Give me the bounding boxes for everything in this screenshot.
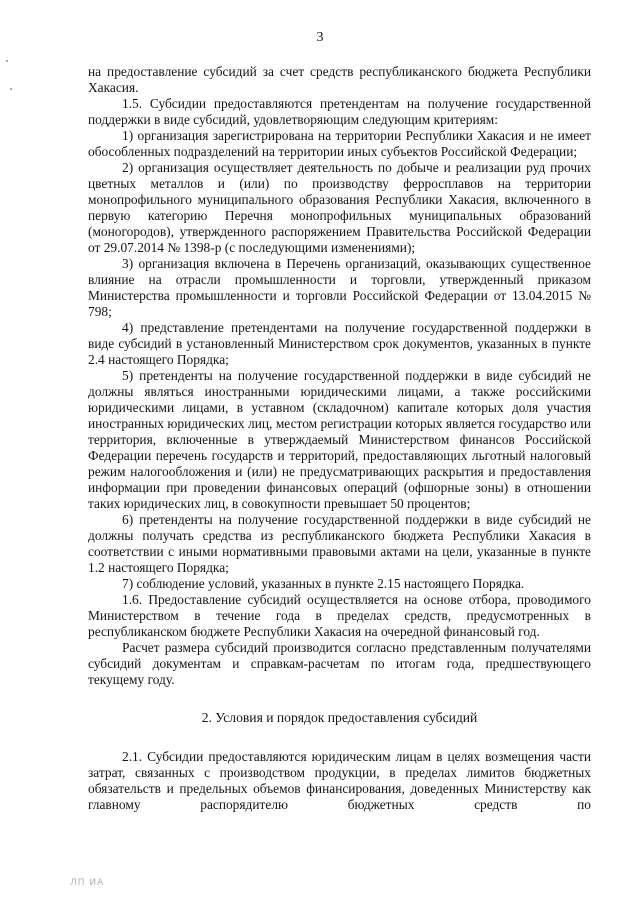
criterion-1: 1) организация зарегистрирована на территории Республики Хакасия и не имеет обособленных подразделений на территории иных субъектов Российской Федерации; [88,128,591,159]
scan-speck [10,88,12,90]
scan-speck [6,60,8,62]
criterion-4: 4) представление претендентами на получение государственной поддержки в виде субсидий в установленный Министерством срок документов, указанных в пункте 2.4 настоящего Порядка; [88,320,591,367]
criterion-3: 3) организация включена в Перечень организаций, оказывающих существенное влияние на отрасли промышленности и торговли, утвержденный приказом Министерства промышленности и торговли Российской Федерации от 13.04.2015 № 798; [88,256,591,319]
paragraph-continuation: на предоставление субсидий за счет средств республиканского бюджета Республики Хакасия. [88,64,591,95]
criterion-2: 2) организация осуществляет деятельность по добыче и реализации руд прочих цветных металлов и (или) по производству ферросплавов на территории монопрофильного муниципального образования Республики Хакасия, включенного в первую категорию Перечня монопрофильных муниципальных образований (моногородов), утвержденного распоряжением Правительства Российской Федерации от 29.07.2014 № 1398-р (с последующими изменениями); [88,160,591,255]
document-body [88,64,591,813]
paragraph-2-1: 2.1. Субсидии предоставляются юридическим лицам в целях возмещения части затрат, связанных с производством продукции, в пределах лимитов бюджетных обязательств и предельных объемов финансирования, доведенных Министерству как главному распорядителю бюджетных средств по [88,749,591,812]
criterion-6: 6) претенденты на получение государственной поддержки в виде субсидий не должны получать средства из республиканского бюджета Республики Хакасия в соответствии с иными нормативными правовыми актами на цели, указанные в пункте 1.2 настоящего Порядка; [88,512,591,575]
paragraph-calculation: Расчет размера субсидий производится согласно представленным получателями субсидий документам и справкам-расчетам по итогам года, предшествующего текущему году. [88,640,591,687]
paragraph-1-6: 1.6. Предоставление субсидий осуществляется на основе отбора, проводимого Министерством в течение года в пределах средств, предусмотренных в республиканском бюджете Республики Хакасия на очередной финансовый год. [88,592,591,639]
criterion-7: 7) соблюдение условий, указанных в пункте 2.15 настоящего Порядка. [122,576,525,591]
footer-mark: ЛП ИА [70,878,105,888]
section-heading: 2. Условия и порядок предоставления субсидий [201,710,478,725]
criterion-5: 5) претенденты на получение государственной поддержки в виде субсидий не должны являться иностранными юридическими лицами, а также российскими юридическими лицами, в уставном (складочном) капитале которых доля участия иностранных юридических лиц, местом регистрации которых является государство или территория, включенные в утверждаемый Министерством финансов Российской Федерации перечень государств и территорий, предоставляющих льготный налоговый режим налогообложения и (или) не предусматривающих раскрытия и предоставления информации при проведении финансовых операций (офшорные зоны) в отношении таких юридических лиц, в совокупности превышает 50 процентов; [88,368,591,511]
paragraph-1-5: 1.5. Субсидии предоставляются претендентам на получение государственной поддержки в виде субсидий, удовлетворяющим следующим критериям: [88,96,591,127]
page-number: 3 [316,30,324,45]
